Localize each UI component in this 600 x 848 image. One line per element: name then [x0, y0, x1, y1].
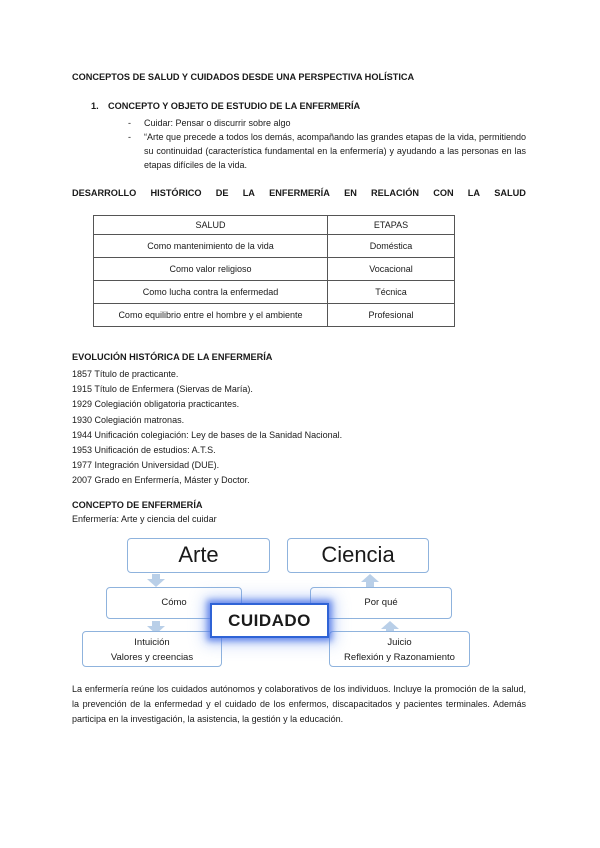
- cell-salud: Como equilibrio entre el hombre y el ambiente: [94, 304, 328, 327]
- arrow-up-icon: [361, 574, 379, 587]
- heading-word: DESARROLLO: [72, 188, 137, 198]
- column-header-salud: SALUD: [94, 216, 328, 235]
- porque-box: Por qué: [310, 587, 452, 619]
- list-item: 1944 Unificación colegiación: Ley de bases de la Sanidad Nacional.: [72, 429, 343, 440]
- heading-word: SALUD: [494, 188, 526, 198]
- cell-etapa: Técnica: [328, 281, 455, 304]
- intuicion-box: [82, 631, 222, 667]
- concepto-subtitle: Enfermería: Arte y ciencia del cuidar: [72, 514, 217, 524]
- heading-word: EN: [344, 188, 357, 198]
- heading-word: LA: [467, 188, 481, 198]
- cell-salud: Como valor religioso: [94, 258, 328, 281]
- cell-etapa: Profesional: [328, 304, 455, 327]
- box-line: Intuición: [134, 637, 170, 648]
- column-header-etapas: ETAPAS: [328, 216, 455, 235]
- bullet-dash: -: [128, 118, 131, 128]
- list-item: 1929 Colegiación obligatoria practicantes.: [72, 399, 240, 410]
- list-item: 1857 Título de practicante.: [72, 369, 179, 379]
- cell-etapa: Doméstica: [328, 235, 455, 258]
- evolucion-heading: EVOLUCIÓN HISTÓRICA DE LA ENFERMERÍA: [72, 352, 273, 362]
- list-item: 1915 Título de Enfermera (Siervas de María).: [72, 384, 253, 395]
- concepto-heading: CONCEPTO DE ENFERMERÍA: [72, 500, 203, 510]
- ciencia-box: Ciencia: [287, 538, 429, 573]
- cuidado-box: CUIDADO: [210, 603, 329, 638]
- document-title: CONCEPTOS DE SALUD Y CUIDADOS DESDE UNA PERSPECTIVA HOLÍSTICA: [72, 72, 415, 82]
- closing-paragraph: La enfermería reúne los cuidados autónomos y colaborativos de los individuos. Incluye la promoción de la salud, la prevención de la enfermedad y el cuidado de los enfermos, discapacitados y pacientes terminales. Además participa en la investigación, la asistencia, la gestión y la educación.: [72, 684, 526, 724]
- bullet-text: “Arte que precede a todos los demás, acompañando las grandes etapas de la vida, permitiendo su continuidad (característica fundamental en la enfermería) y ayudando a las personas en las etapas difíciles de la vida.: [144, 132, 526, 170]
- cell-salud: Como mantenimiento de la vida: [94, 235, 328, 258]
- heading-word: RELACIÓN: [371, 188, 419, 198]
- box-line: Reflexión y Razonamiento: [344, 652, 455, 663]
- section-number: 1.: [91, 101, 99, 111]
- juicio-box: [329, 631, 470, 667]
- como-box: Cómo: [106, 587, 242, 619]
- list-item: 1953 Unificación de estudios: A.T.S.: [72, 445, 216, 456]
- heading-word: DE: [215, 188, 229, 198]
- list-item: 1977 Integración Universidad (DUE).: [72, 460, 220, 471]
- box-line: Juicio: [387, 637, 412, 648]
- cell-salud: Como lucha contra la enfermedad: [94, 281, 328, 304]
- section-title: CONCEPTO Y OBJETO DE ESTUDIO DE LA ENFERMERÍA: [108, 101, 361, 111]
- bullet-text: Cuidar: Pensar o discurrir sobre algo: [144, 118, 291, 128]
- heading-word: HISTÓRICO: [150, 188, 202, 198]
- arrow-down-icon: [147, 574, 165, 587]
- list-item: 2007 Grado en Enfermería, Máster y Doctor.: [72, 475, 250, 486]
- heading-word: LA: [242, 188, 255, 198]
- arte-box: Arte: [127, 538, 270, 573]
- list-item: 1930 Colegiación matronas.: [72, 414, 185, 425]
- heading-word: ENFERMERÍA: [269, 188, 330, 198]
- bullet-dash: -: [128, 132, 131, 142]
- heading-word: CON: [433, 188, 454, 198]
- cell-etapa: Vocacional: [328, 258, 455, 281]
- box-line: Valores y creencias: [110, 652, 194, 663]
